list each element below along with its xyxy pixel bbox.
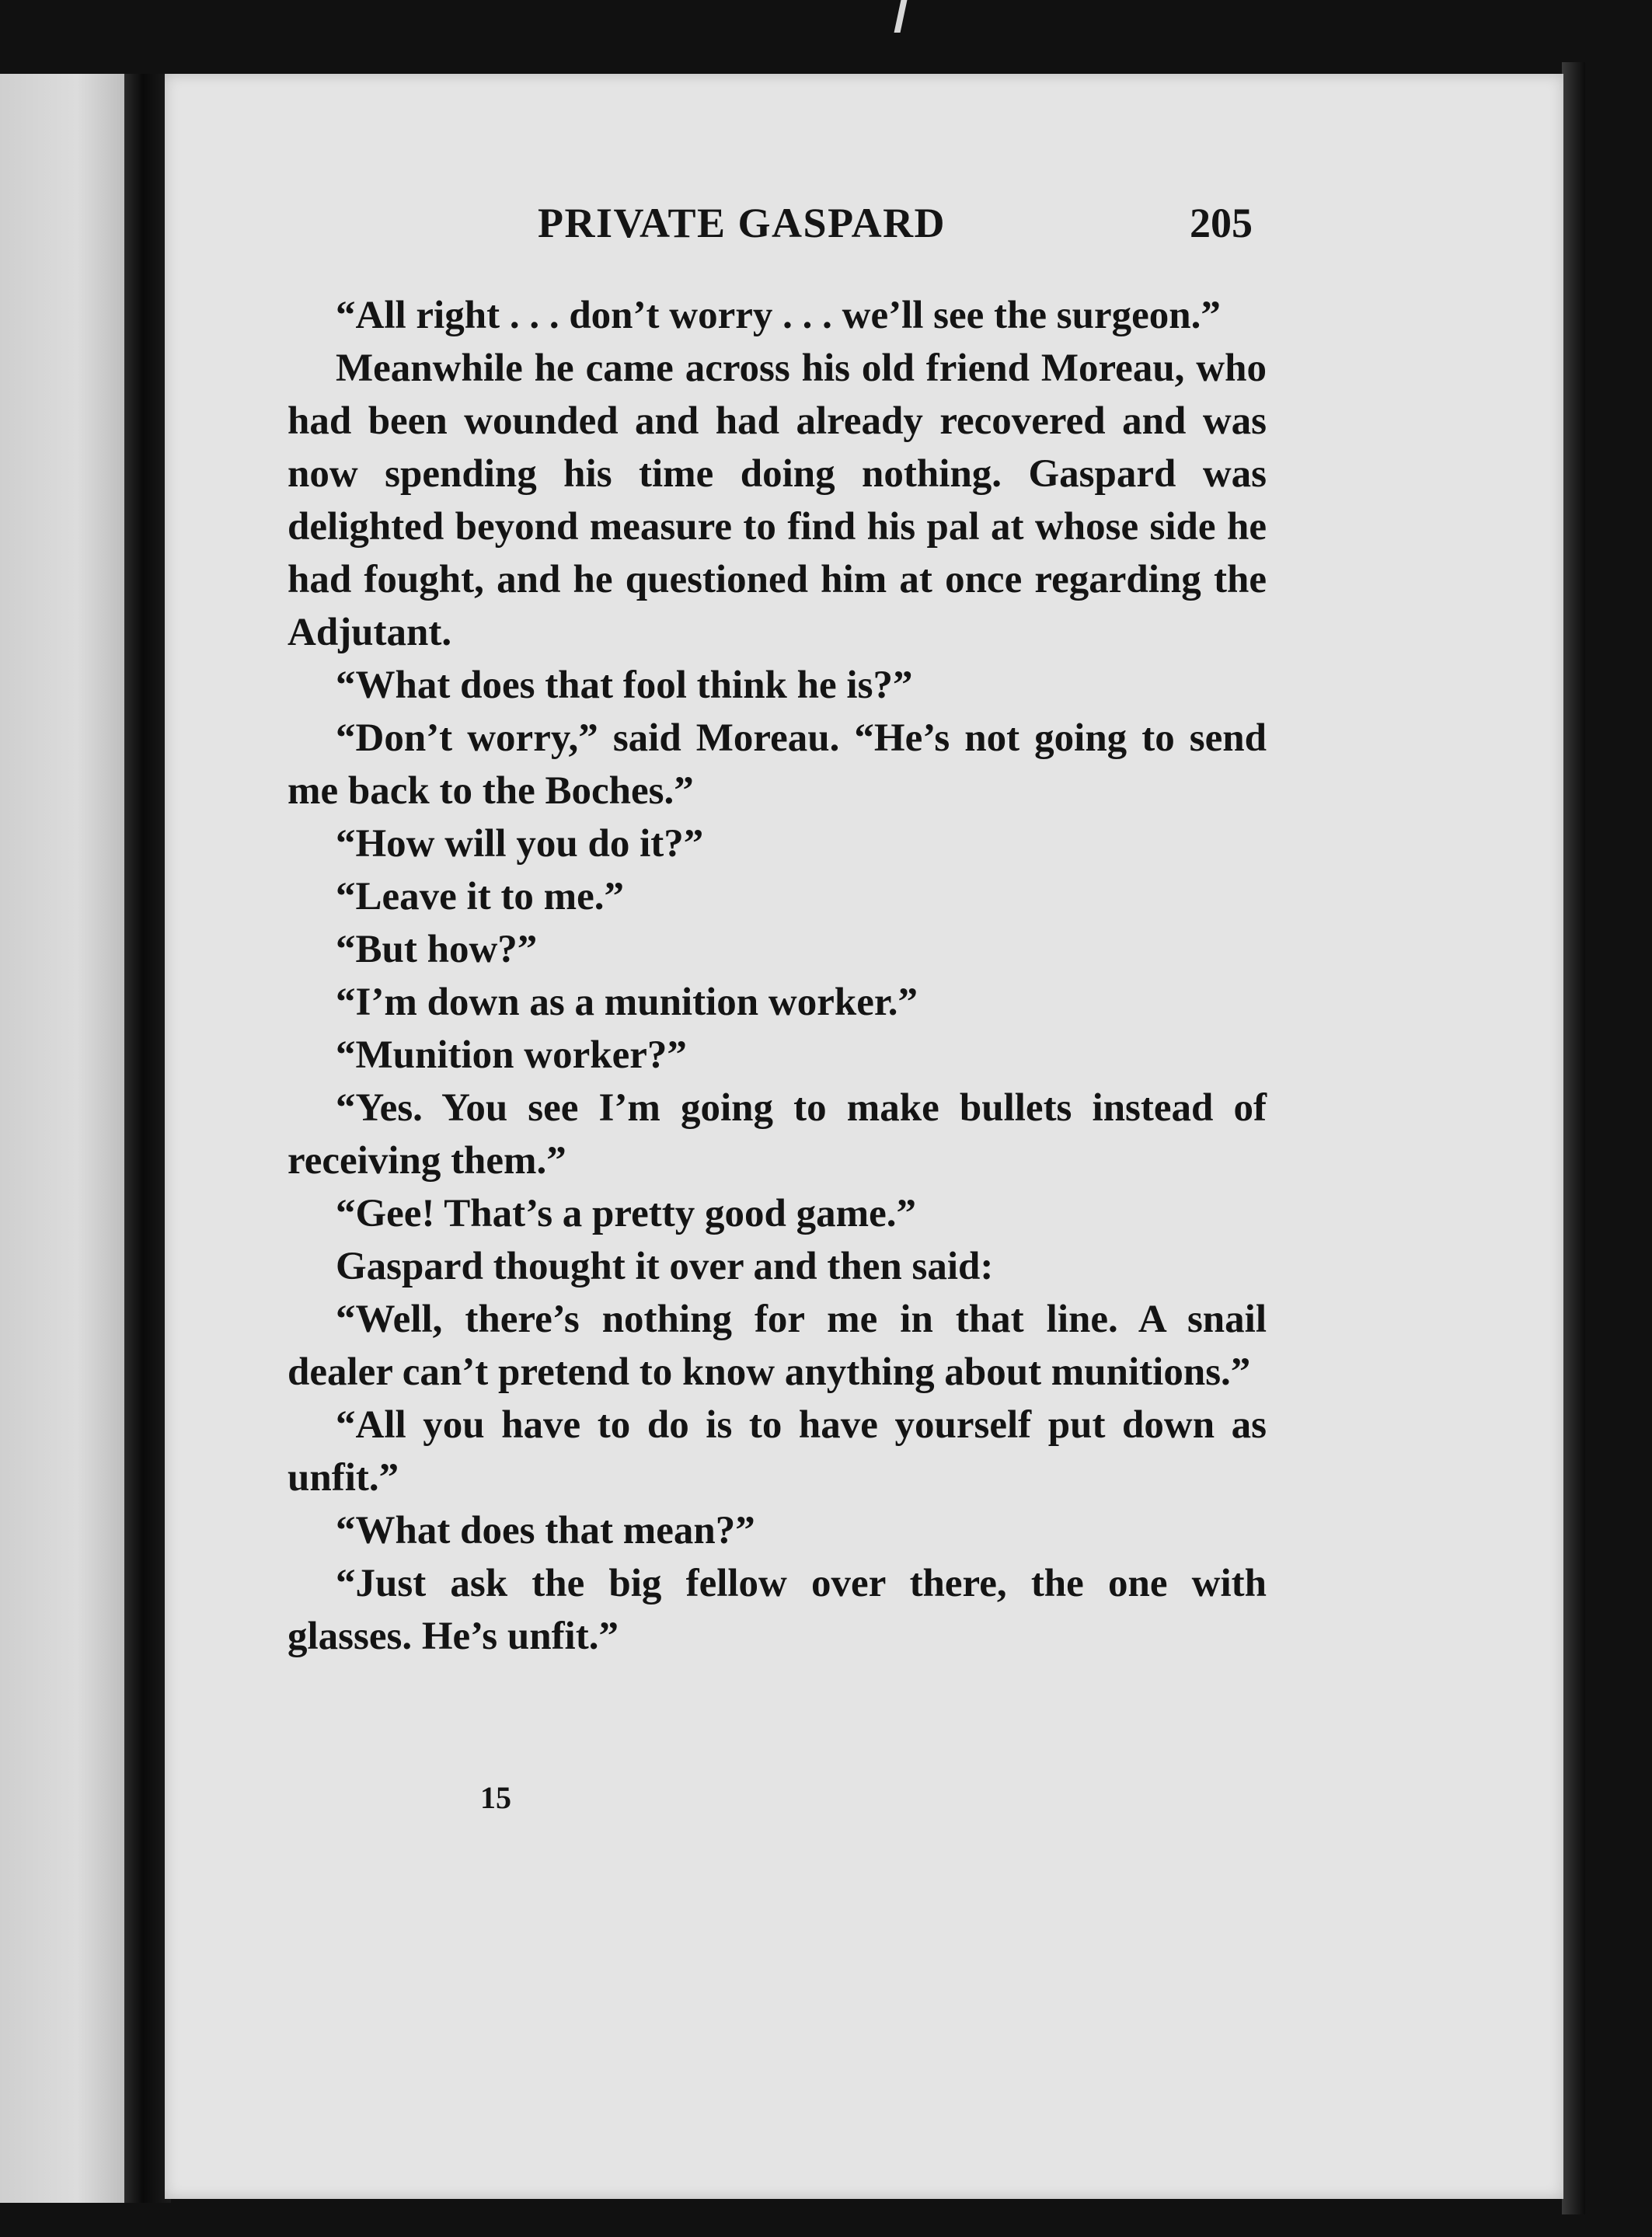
paragraph: “Leave it to me.” xyxy=(336,875,625,918)
paragraph: “Yes. You see I’m going to make bullets instead of receiving them.” xyxy=(288,1086,1267,1183)
paragraph: Meanwhile he came across his old friend Moreau, who had been wounded and had already recovered and was now spending his time doing nothing. Gaspard was delighted beyond measure to find his pal at whose side he had fought, and he questioned him at once regarding the Adjutant. xyxy=(288,347,1267,654)
paragraph: “Gee! That’s a pretty good game.” xyxy=(336,1192,916,1235)
paragraph: Gaspard thought it over and then said: xyxy=(336,1245,994,1288)
paragraph: “What does that mean?” xyxy=(336,1509,755,1552)
paragraph: “Don’t worry,” said Moreau. “He’s not going to send me back to the Boches.” xyxy=(288,716,1267,813)
paragraph: “All you have to do is to have yourself put down as unfit.” xyxy=(288,1403,1267,1500)
paragraph: “Well, there’s nothing for me in that line. A snail dealer can’t pretend to know anything about munitions.” xyxy=(288,1298,1267,1394)
running-head: PRIVATE GASPARD xyxy=(538,200,946,246)
body-text xyxy=(288,289,1267,1663)
paragraph-text: “All right . . . don’t worry . . . we’ll see the xyxy=(336,294,1047,337)
paragraph: “How will you do it?” xyxy=(336,822,704,866)
paragraph: “Just ask the big fellow over there, the one with glasses. He’s unfit.” xyxy=(288,1562,1267,1658)
page-number: 205 xyxy=(1190,200,1253,246)
paragraph-text: surgeon.” xyxy=(1056,294,1221,337)
page-header xyxy=(538,199,1253,261)
scan-artifact xyxy=(894,0,908,33)
paragraph: “I’m down as a munition worker.” xyxy=(336,981,918,1024)
paragraph: “But how?” xyxy=(336,928,538,971)
facing-page-edge xyxy=(0,74,128,2203)
paragraph: “What does that fool think he is?” xyxy=(336,664,913,707)
signature-mark: 15 xyxy=(480,1780,511,1815)
paragraph xyxy=(288,289,1267,342)
paragraph: “Munition worker?” xyxy=(336,1033,687,1077)
binding-gutter xyxy=(124,74,171,2203)
page-edge-shadow xyxy=(1562,62,1585,2214)
